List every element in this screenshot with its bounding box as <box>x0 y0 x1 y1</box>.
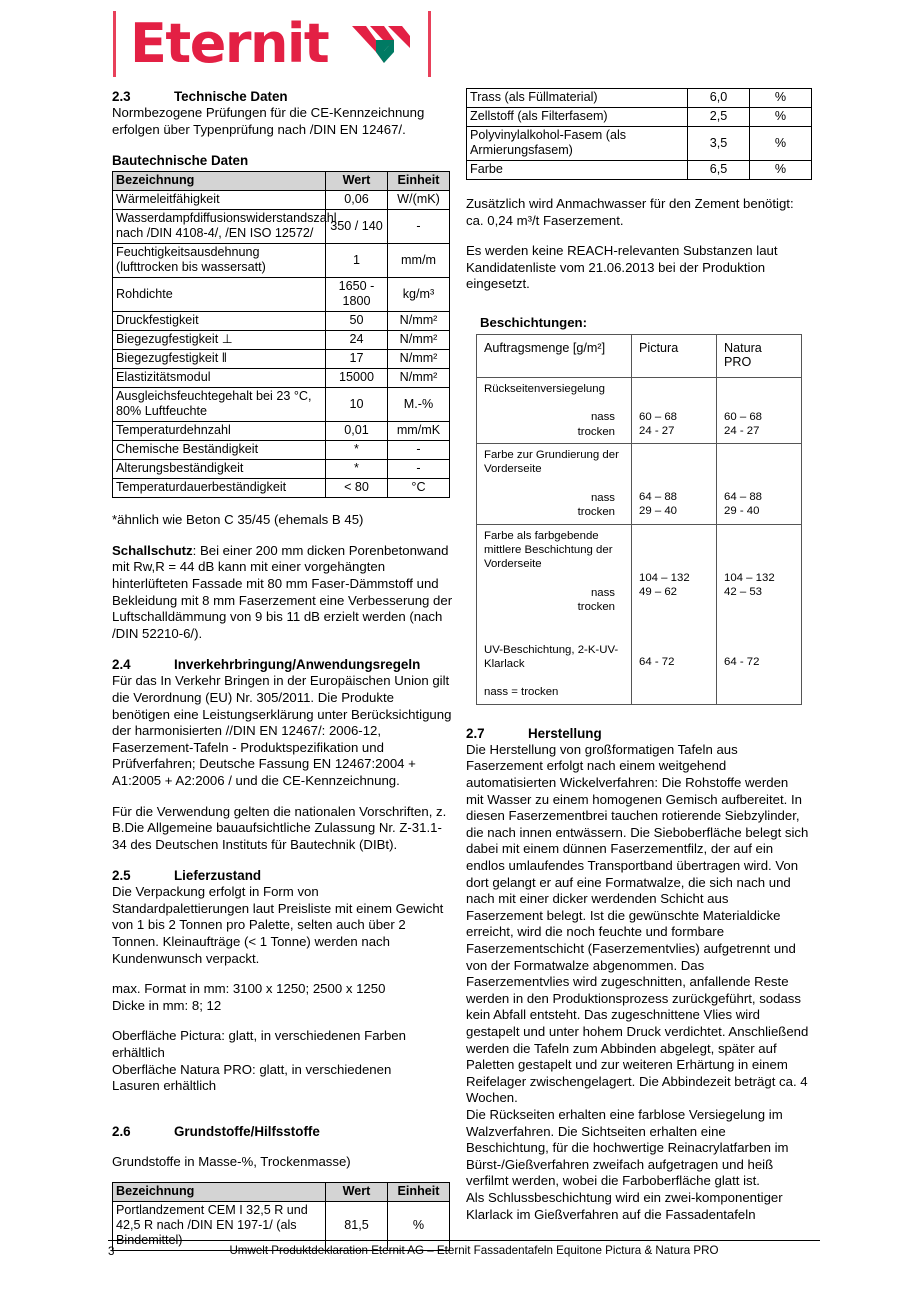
value-spacer <box>639 396 710 410</box>
eternit-logo <box>110 8 450 80</box>
value-spacer <box>724 613 795 627</box>
section-2-6-number: 2.6 <box>112 1123 131 1139</box>
row-value: 3,5 <box>688 127 750 161</box>
row-value: 350 / 140 <box>326 210 388 244</box>
footer-text: Umwelt Produktdeklaration Eternit AG – Eternit Fassadentafeln Equitone Pictura & Natura PRO <box>229 1244 719 1257</box>
row-unit: % <box>750 108 812 127</box>
row-value: 1650 - 1800 <box>326 278 388 312</box>
table-row <box>113 210 450 244</box>
value-spacer <box>724 382 795 396</box>
sublabel-nass: nass <box>590 491 615 504</box>
row-unit: °C <box>388 479 450 498</box>
section-2-4-heading <box>112 656 455 673</box>
row-unit: % <box>750 127 812 161</box>
beschichtungen-block <box>466 315 809 705</box>
row-label-cell <box>477 444 632 525</box>
row-unit: mm/mK <box>388 422 450 441</box>
surface-pictura-line-1: Oberfläche Pictura: glatt, in verschiedenen Farben <box>112 1028 406 1044</box>
row-unit: W/(mK) <box>388 191 450 210</box>
pictura-values <box>632 377 717 443</box>
schallschutz-label: Schallschutz <box>112 542 193 558</box>
beschichtungen-table <box>476 334 802 705</box>
table-row <box>113 331 450 350</box>
row-spacer <box>484 629 625 643</box>
section-2-7-paragraph-2: Die Rückseiten erhalten eine farblose Versiegelung im Walzverfahren. Die Sichtseiten erhalten eine Beschichtung, für die hochwertige Reinacrylatfarben im Bürst-/Gießverfahren zweifach aufgetragen und heiß verfilmt werden, wobei die Farboberfläche glatt ist. <box>466 1106 789 1189</box>
section-2-6-title: Grundstoffe/Hilfsstoffe <box>174 1123 320 1139</box>
beschichtungen-header-row <box>477 334 802 377</box>
natura-nass: 60 – 68 <box>724 410 763 423</box>
logo-right-rule <box>428 11 431 77</box>
row-name: Farbe <box>467 161 688 180</box>
row-name: Biegezugfestigkeit ⊥ <box>113 331 326 350</box>
table-row <box>467 161 812 180</box>
natura-trocken: 24 - 27 <box>724 425 760 438</box>
bautechnische-daten-body <box>113 191 450 498</box>
row-value: * <box>326 460 388 479</box>
row-spacer <box>484 615 625 629</box>
table-row <box>113 479 450 498</box>
row-unit: % <box>750 161 812 180</box>
table-row <box>467 127 812 161</box>
section-2-4-number: 2.4 <box>112 657 131 673</box>
bautechnische-daten-table <box>112 171 450 498</box>
sublabel-trocken: trocken <box>577 425 615 438</box>
row-value: < 80 <box>326 479 388 498</box>
beschichtungen-row-grundierung <box>477 444 802 525</box>
pictura-trocken: 49 – 62 <box>639 586 678 599</box>
row-value: 1 <box>326 244 388 278</box>
reach-paragraph: Es werden keine REACH-relevanten Substanzen laut Kandidatenliste vom 21.06.2013 bei der Produktion eingesetzt. <box>466 243 778 292</box>
row-name: Rohdichte <box>113 278 326 312</box>
section-2-5-heading <box>112 867 455 884</box>
table-row <box>467 108 812 127</box>
col-header-natura-pro: Natura PRO <box>717 334 802 377</box>
logo-wordmark: Eternit <box>130 12 329 75</box>
pictura-nass: 64 – 88 <box>639 491 678 503</box>
right-column <box>466 88 809 1223</box>
value-spacer <box>724 476 795 490</box>
row-name: Elastizitätsmodul <box>113 369 326 388</box>
row-value: 6,0 <box>688 89 750 108</box>
table-footnote: *ähnlich wie Beton C 35/45 (ehemals B 45) <box>112 512 364 528</box>
value-spacer <box>724 627 795 641</box>
table-header-row <box>113 1183 450 1202</box>
value-spacer <box>639 627 710 641</box>
row-value: 0,01 <box>326 422 388 441</box>
section-2-5-paragraph-1: Die Verpackung erfolgt in Form von Standardpalettierungen laut Preisliste mit einem Gewicht von 1 bis 2 Tonnen pro Palette, selten auch über 2 Tonnen. Kleinaufträge (< 1 Tonne) werden nach Kundenwunsch verpackt. <box>112 884 444 966</box>
row-unit: kg/m³ <box>388 278 450 312</box>
col-header-einheit: Einheit <box>388 1183 450 1202</box>
natura-values <box>717 444 802 525</box>
table-row <box>113 312 450 331</box>
section-2-3-heading <box>112 88 455 105</box>
value-spacer <box>639 641 710 655</box>
row-value: 81,5 <box>326 1202 388 1251</box>
value-spacer <box>724 543 795 557</box>
value-spacer <box>639 613 710 627</box>
table-row <box>113 369 450 388</box>
section-2-5-thickness-line: Dicke in mm: 8; 12 <box>112 997 222 1013</box>
row-unit: mm/m <box>388 244 450 278</box>
beschichtungen-row-rueckseitenversiegelung <box>477 377 802 443</box>
pictura-trocken: 29 – 40 <box>639 505 678 518</box>
section-2-3-paragraph: Normbezogene Prüfungen für die CE-Kennzeichnung erfolgen über Typenprüfung nach /DIN EN 12467/. <box>112 105 425 137</box>
page-footer <box>108 1240 820 1258</box>
grundstoffe-continued-table <box>466 88 812 180</box>
pictura-trocken: 24 - 27 <box>639 425 675 438</box>
value-spacer <box>724 529 795 543</box>
row-name: Temperaturdauerbeständigkeit <box>113 479 326 498</box>
row-value: 6,5 <box>688 161 750 180</box>
row-unit: % <box>388 1202 450 1251</box>
natura-trocken: 29 - 40 <box>724 505 760 518</box>
row-unit: % <box>750 89 812 108</box>
row-unit: - <box>388 460 450 479</box>
table-row <box>113 191 450 210</box>
row-unit: - <box>388 441 450 460</box>
pictura-values <box>632 524 717 704</box>
row-name: Alterungsbeständigkeit <box>113 460 326 479</box>
table-row <box>467 89 812 108</box>
schallschutz-text: : Bei einer 200 mm dicken Porenbetonwand mit Rw,R = 44 dB kann mit einer vorgehängten hinterlüfteten Fassade mit 80 mm Faser-Dämmstoff und Bekleidung mit 8 mm Faserzement eine Verbesserung der Luftschalldämmung von 9 bis 11 dB erzielt werden (nach /DIN 52210-6/). <box>112 542 453 641</box>
natura-nass: 64 – 88 <box>724 491 763 503</box>
pictura-nass: 60 – 68 <box>639 410 678 423</box>
value-spacer <box>724 641 795 655</box>
sublabel-nass: nass <box>590 586 615 599</box>
pictura-values <box>632 444 717 525</box>
table-row <box>113 244 450 278</box>
value-spacer <box>639 448 710 462</box>
pictura-uv: 64 - 72 <box>639 656 675 669</box>
row-name: Ausgleichsfeuchtegehalt bei 23 °C, 80% Luftfeuchte <box>113 388 326 422</box>
beschichtungen-title: Beschichtungen: <box>480 314 587 330</box>
beschichtungen-body <box>477 334 802 704</box>
table-row <box>113 388 450 422</box>
row-label-cell <box>477 377 632 443</box>
row-name: Chemische Beständigkeit <box>113 441 326 460</box>
row-name: Biegezugfestigkeit ‖ <box>113 350 326 369</box>
schallschutz-paragraph <box>112 543 455 643</box>
col-header-bezeichnung: Bezeichnung <box>113 172 326 191</box>
sublabel-trocken: trocken <box>577 601 615 614</box>
row-label: Farbe zur Grundierung der Vorderseite <box>484 449 619 476</box>
row-spacer <box>484 477 625 491</box>
col-header-wert: Wert <box>326 172 388 191</box>
row-label-cell <box>477 524 632 704</box>
table-row <box>113 460 450 479</box>
row-unit: N/mm² <box>388 312 450 331</box>
row-name: Feuchtigkeitsausdehnung (lufttrocken bis wassersatt) <box>113 244 326 278</box>
section-2-4-paragraph-2: Für die Verwendung gelten die nationalen Vorschriften, z. B.Die Allgemeine bauaufsichtliche Zulassung Nr. Z-31.1-34 des Deutschen Instituts für Bautechnik (DIBt). <box>112 803 447 852</box>
row-unit: N/mm² <box>388 369 450 388</box>
row-name: Wasserdampfdiffusionswiderstandszahl nach /DIN 4108-4/, /EN ISO 12572/ <box>113 210 326 244</box>
table-row <box>113 350 450 369</box>
value-spacer <box>724 462 795 476</box>
section-2-5-format-line: max. Format in mm: 3100 x 1250; 2500 x 1250 <box>112 981 386 997</box>
section-2-7-paragraph-1: Die Herstellung von großformatigen Tafeln aus Faserzement erfolgt nach einem weitgehend automatisierten Wickelverfahren: Die Rohstoffe werden mit Wasser zu einem homogenen Gemisch aufbereitet. In diesen Faserzementbrei tauchen rotierende Siebzylinder, die nach innen entwässern. Die Sieboberfläche belegt sich dabei mit einem dünnen Faserzementfilz, der auf ein endlos umlaufendes Transportband übertragen wird. Von dort gelangt er auf eine Formatwalze, die sich nach und nach mit einer dicker werdenden Schicht aus Faserzement belegt. Ist die gewünschte Materialdicke erreicht, wird die noch feuchte und formbare Faserzementschicht (Faserzementvlies) aufgetrennt und von der Formatwalze abgenommen. Das Faserzementvlies wird zugeschnitten, anfallende Reste werden in den Produktionsprozess zurückgeführt, sodass kein Abfall entsteht. Das zugeschnittene Vlies wird gestapelt und unter hohem Druck verdichtet. Anschließend werden die Tafeln zum Abbinden abgelegt, später auf Paletten gestapelt und zur weiteren Erhärtung in einem Reifelager zwischengelagert. Die Abbindezeit beträgt ca. 4 Wochen. <box>466 741 809 1106</box>
row-spacer <box>484 572 625 586</box>
section-2-7-heading <box>466 725 809 742</box>
row-name: Trass (als Füllmaterial) <box>467 89 688 108</box>
row-name: Zellstoff (als Filterfasem) <box>467 108 688 127</box>
natura-uv: 64 - 72 <box>724 656 760 669</box>
row-name: Portlandzement CEM I 32,5 R und 42,5 R nach /DIN EN 197-1/ (als Bindemittel) <box>113 1202 326 1251</box>
col-header-pictura: Pictura <box>632 334 717 377</box>
row-spacer <box>484 671 625 685</box>
row-unit: M.-% <box>388 388 450 422</box>
value-spacer <box>639 462 710 476</box>
section-2-5-number: 2.5 <box>112 868 131 884</box>
pictura-nass: 104 – 132 <box>639 571 690 584</box>
col-header-auftragsmenge: Auftragsmenge [g/m²] <box>477 334 632 377</box>
section-2-6-intro: Grundstoffe in Masse-%, Trockenmasse) <box>112 1153 351 1169</box>
surface-natura-line-2: Lasuren erhältlich <box>112 1078 217 1094</box>
logo-left-rule <box>113 11 116 77</box>
row-name: Druckfestigkeit <box>113 312 326 331</box>
left-column <box>112 88 455 1251</box>
row-value: 24 <box>326 331 388 350</box>
table-row <box>113 441 450 460</box>
beschichtungen-row-mittlere-beschichtung <box>477 524 802 704</box>
row-value: 50 <box>326 312 388 331</box>
section-2-6-heading <box>112 1123 455 1140</box>
natura-values <box>717 524 802 704</box>
value-spacer <box>639 557 710 571</box>
row-name: Polyvinylalkohol-Fasem (als Armierungsfasem) <box>467 127 688 161</box>
row-unit: N/mm² <box>388 350 450 369</box>
table-row <box>113 422 450 441</box>
row-value: 2,5 <box>688 108 750 127</box>
natura-trocken: 42 – 53 <box>724 586 763 599</box>
eternit-chevron-mark <box>350 20 412 70</box>
value-spacer <box>639 599 710 613</box>
surface-pictura-line-2: erhältlich <box>112 1045 165 1061</box>
value-spacer <box>639 476 710 490</box>
section-2-4-title: Inverkehrbringung/Anwendungsregeln <box>174 657 421 673</box>
value-spacer <box>724 557 795 571</box>
sublabel-trocken: trocken <box>577 506 615 519</box>
grundstoffe-continued-body <box>467 89 812 180</box>
table-header-row <box>113 172 450 191</box>
section-2-4-paragraph-1: Für das In Verkehr Bringen in der Europäischen Union gilt die Verordnung (EU) Nr. 305/2011. Die Produkte benötigen eine Leistungserklärung unter Berücksichtigung der harmonisierten //DIN EN 12467/: 2006-12, Faserzement-Tafeln - Produktspezifikation und Prüfverfahren; Deutsche Fassung EN 12467:2004 + A1:2005 + A2:2006 / und die CE-Kennzeichnung. <box>112 673 452 788</box>
row-spacer <box>484 396 625 410</box>
section-2-3-number: 2.3 <box>112 89 131 104</box>
surface-natura-line-1: Oberfläche Natura PRO: glatt, in verschiedenen <box>112 1061 392 1077</box>
section-2-3-title: Technische Daten <box>174 89 288 104</box>
natura-values <box>717 377 802 443</box>
row-unit: - <box>388 210 450 244</box>
natura-nass: 104 – 132 <box>724 571 775 584</box>
row-label: Rückseitenversiegelung <box>484 382 605 395</box>
bautechnische-daten-heading: Bautechnische Daten <box>112 153 249 169</box>
row-label-uv: UV-Beschichtung, 2-K-UV-Klarlack <box>484 643 619 671</box>
col-header-einheit: Einheit <box>388 172 450 191</box>
col-header-wert: Wert <box>326 1183 388 1202</box>
page-number: 3 <box>108 1245 115 1258</box>
section-2-7-paragraph-3: Als Schlussbeschichtung wird ein zwei-komponentiger Klarlack im Gießverfahren auf die Fassadentafeln <box>466 1189 783 1222</box>
row-name: Wärmeleitfähigkeit <box>113 191 326 210</box>
value-spacer <box>724 599 795 613</box>
row-value: 15000 <box>326 369 388 388</box>
anmachwasser-paragraph: Zusätzlich wird Anmachwasser für den Zement benötigt: ca. 0,24 m³/t Faserzement. <box>466 196 794 228</box>
sublabel-nass: nass <box>590 411 615 424</box>
value-spacer <box>639 529 710 543</box>
col-header-bezeichnung: Bezeichnung <box>113 1183 326 1202</box>
row-value: 17 <box>326 350 388 369</box>
sublabel-nass-gleich-trocken: nass = trocken <box>484 686 559 699</box>
row-value: 0,06 <box>326 191 388 210</box>
value-spacer <box>639 543 710 557</box>
row-value: * <box>326 441 388 460</box>
row-name: Temperaturdehnzahl <box>113 422 326 441</box>
value-spacer <box>724 448 795 462</box>
section-2-7-title: Herstellung <box>528 725 602 741</box>
value-spacer <box>724 396 795 410</box>
row-value: 10 <box>326 388 388 422</box>
section-2-5-title: Lieferzustand <box>174 868 262 884</box>
row-label: Farbe als farbgebende mittlere Beschichtung der Vorderseite <box>484 529 613 571</box>
row-unit: N/mm² <box>388 331 450 350</box>
section-2-7-number: 2.7 <box>466 725 485 741</box>
value-spacer <box>639 382 710 396</box>
table-row <box>113 278 450 312</box>
